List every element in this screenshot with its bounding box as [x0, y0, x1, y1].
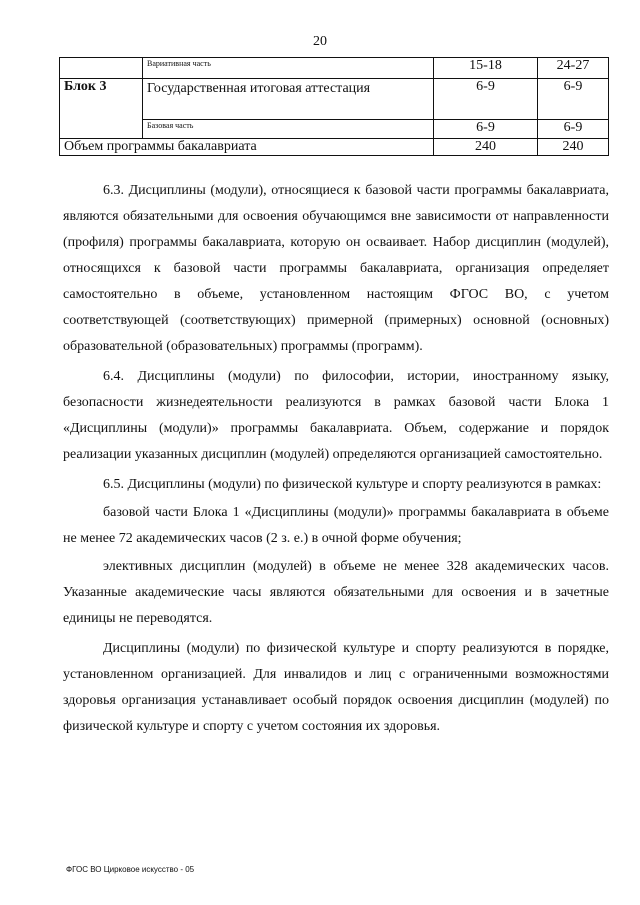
total-value-cell: 240 — [538, 139, 609, 156]
section-name-cell: Вариативная часть — [143, 58, 434, 79]
value-cell: 6-9 — [538, 79, 609, 120]
value-cell: 6-9 — [434, 79, 538, 120]
value-cell: 15-18 — [434, 58, 538, 79]
table-total-row — [60, 139, 609, 156]
block-cell — [60, 58, 143, 79]
section-name-cell: Базовая часть — [143, 120, 434, 139]
value-cell: 24-27 — [538, 58, 609, 79]
block-cell: Блок 3 — [60, 79, 143, 120]
paragraph-6-4: 6.4. Дисциплины (модули) по философии, истории, иностранному языку, безопасности жизнедеятельности реализуются в рамках базовой части Блока 1 «Дисциплины (модули)» программы бакалавриата. Объем, содержание и порядок реализации указанных дисциплин (модулей) определяются организацией самостоятельно. — [63, 369, 609, 462]
paragraph-6-5-final: Дисциплины (модули) по физической культуре и спорту реализуются в порядке, установленном организацией. Для инвалидов и лиц с ограниченными возможностями здоровья организация устанавливает особый порядок освоения дисциплин (модулей) по физической культуре и спорту с учетом состояния их здоровья. — [63, 641, 609, 734]
section-name-cell: Государственная итоговая аттестация — [143, 79, 434, 120]
value-cell: 6-9 — [538, 120, 609, 139]
total-label-cell: Объем программы бакалавриата — [60, 139, 434, 156]
value-cell: 6-9 — [434, 120, 538, 139]
paragraph-6-5-item-2: элективных дисциплин (модулей) в объеме не менее 328 академических часов. Указанные академические часы являются обязательными для освоения и в зачетные единицы не переводятся. — [63, 559, 609, 626]
block-cell — [60, 120, 143, 139]
body-text — [63, 178, 609, 744]
footer: ФГОС ВО Цирковое искусство - 05 — [66, 865, 195, 874]
table-row — [60, 120, 609, 139]
page-number: 20 — [313, 34, 327, 49]
table-row — [60, 58, 609, 79]
curriculum-table — [59, 57, 609, 156]
paragraph-6-3: 6.3. Дисциплины (модули), относящиеся к базовой части программы бакалавриата, являются обязательными для освоения обучающимся вне зависимости от направленности (профиля) программы бакалавриата, которую он осваивает. Набор дисциплин (модулей), относящихся к базовой части программы бакалавриата, организация определяет самостоятельно в объеме, установленном настоящим ФГОС ВО, с учетом соответствующей (соответствующих) примерной (примерных) основной (основных) образовательной (образовательных) программы (программ). — [63, 183, 609, 354]
total-value-cell: 240 — [434, 139, 538, 156]
paragraph-6-5-item-1: базовой части Блока 1 «Дисциплины (модули)» программы бакалавриата в объеме не менее 72 академических часов (2 з. е.) в очной форме обучения; — [63, 505, 609, 546]
table-row — [60, 79, 609, 120]
paragraph-6-5: 6.5. Дисциплины (модули) по физической культуре и спорту реализуются в рамках: — [103, 477, 602, 492]
